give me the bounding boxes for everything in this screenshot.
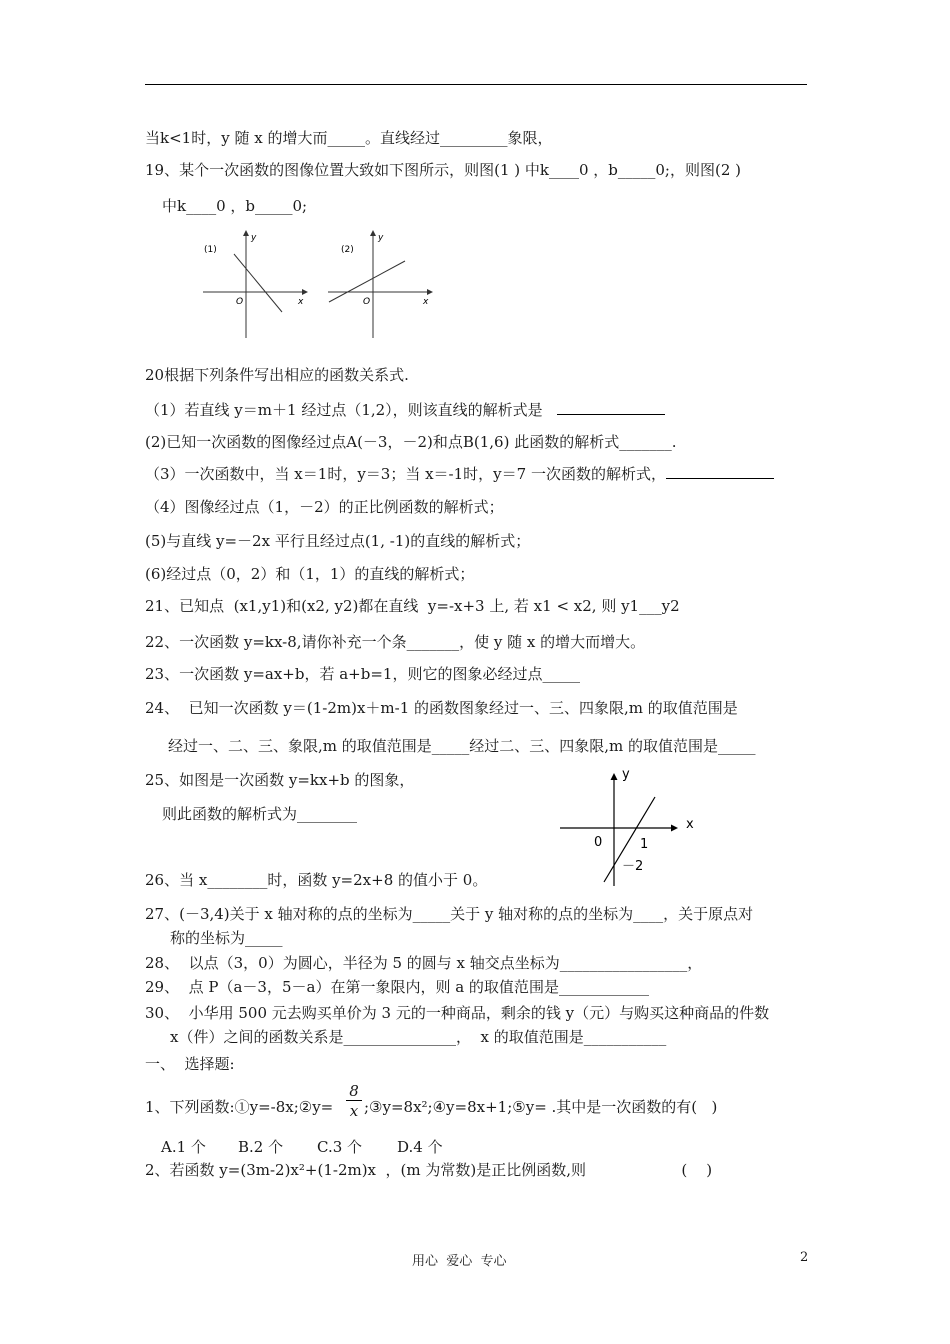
question-30-a: 30、 小华用 500 元去购买单价为 3 元的一种商品，剩余的钱 y（元）与购买这种商品的件数 (145, 1004, 770, 1022)
question-20-4: （4）图像经过点（1，－2）的正比例函数的解析式； (145, 498, 504, 516)
question-20-6: (6)经过点（0，2）和（1，1）的直线的解析式； (145, 565, 475, 583)
question-20-5: (5)与直线 y=－2x 平行且经过点(1, -1)的直线的解析式； (145, 532, 531, 550)
fig25-y-intercept: －2 (622, 859, 644, 874)
choice-1-part-b: ;③y=8x²;④y=8x+1;⑤y= .其中是一次函数的有( ) (364, 1098, 718, 1116)
fig25-x-label: x (686, 817, 694, 832)
fig19-label-2: (2) (341, 245, 354, 255)
question-25-b: 则此函数的解析式为________ (162, 805, 358, 823)
svg-text:y: y (378, 233, 384, 243)
svg-text:x: x (298, 297, 304, 307)
fraction-denominator: x (349, 1102, 359, 1120)
svg-text:y: y (251, 233, 257, 243)
question-20: 20根据下列条件写出相应的函数关系式. (145, 366, 409, 384)
question-28: 28、 以点（3，0）为圆心，半径为 5 的圆与 x 轴交点坐标为_________________， (145, 954, 703, 972)
option-c: C.3 个 (317, 1138, 363, 1156)
question-20-1: （1）若直线 y＝m＋1 经过点（1,2），则该直线的解析式是 (145, 400, 665, 420)
question-22: 22、一次函数 y=kx-8,请你补充一个条_______，使 y 随 x 的增大而增大。 (145, 633, 646, 651)
question-27-a: 27、(－3,4)关于 x 轴对称的点的坐标为_____关于 y 轴对称的点的坐标为____，关于原点对 (145, 905, 754, 923)
question-19-a: 19、某个一次函数的图像位置大致如下图所示，则图(1 ) 中k____0 ，b_____0;，则图(2 ) (145, 161, 741, 179)
figure-19-1 (198, 228, 313, 340)
option-a: A.1 个 (161, 1138, 206, 1156)
fig25-origin: 0 (594, 835, 603, 850)
svg-text:O: O (236, 297, 244, 307)
fig25-y-label: y (622, 767, 630, 782)
page-number: 2 (800, 1250, 809, 1265)
figure-19-2 (323, 228, 438, 340)
question-21: 21、已知点 (x1,y1)和(x2, y2)都在直线 y=-x+3 上, 若 x1 < x2, 则 y1___y2 (145, 597, 680, 615)
svg-text:x: x (423, 297, 429, 307)
choice-1-part-a: 1、下列函数:①y=-8x;②y= (145, 1098, 334, 1116)
header-rule (145, 84, 807, 85)
section-choice-heading: 一、 选择题: (145, 1055, 235, 1073)
fraction-8-over-x (346, 1082, 362, 1121)
question-24-b: 经过一、二、三、象限,m 的取值范围是_____经过二、三、四象限,m 的取值范围是_____ (168, 737, 756, 755)
fig19-label-1: (1) (204, 245, 217, 255)
question-20-3: （3）一次函数中，当 x＝1时，y＝3；当 x＝-1时，y＝7 一次函数的解析式， (145, 464, 774, 484)
question-25-a: 25、如图是一次函数 y=kx+b 的图象， (145, 771, 415, 789)
question-24-a: 24、 已知一次函数 y＝(1-2m)x＋m-1 的函数图象经过一、三、四象限,m 的取值范围是 (145, 699, 738, 717)
question-19-b: 中k____0 ，b_____0; (162, 197, 308, 215)
option-d: D.4 个 (397, 1138, 443, 1156)
svg-text:O: O (363, 297, 371, 307)
question-29: 29、 点 P（a－3，5－a）在第一象限内，则 a 的取值范围是____________ (145, 978, 649, 996)
footer-motto: 用心 爱心 专心 (412, 1254, 507, 1269)
line-18: 当k<1时，y 随 x 的增大而_____。直线经过_________象限， (145, 129, 553, 147)
fig25-x-intercept: 1 (640, 837, 649, 852)
option-b: B.2 个 (238, 1138, 284, 1156)
fraction-numerator: 8 (349, 1082, 359, 1100)
choice-2: 2、若函数 y=(3m-2)x²+(1-2m)x ，(m 为常数)是正比例函数,则 ( ) (145, 1161, 713, 1179)
question-23: 23、一次函数 y=ax+b，若 a+b=1，则它的图象必经过点_____ (145, 665, 580, 683)
question-26: 26、当 x________时，函数 y=2x+8 的值小于 0。 (145, 871, 488, 889)
question-27-b: 称的坐标为_____ (170, 929, 283, 947)
figure-25 (556, 762, 706, 890)
question-20-2: (2)已知一次函数的图像经过点A(－3，－2)和点B(1,6) 此函数的解析式_______. (145, 433, 677, 451)
question-30-b: x（件）之间的函数关系是_______________， x 的取值范围是___________ (170, 1028, 667, 1046)
